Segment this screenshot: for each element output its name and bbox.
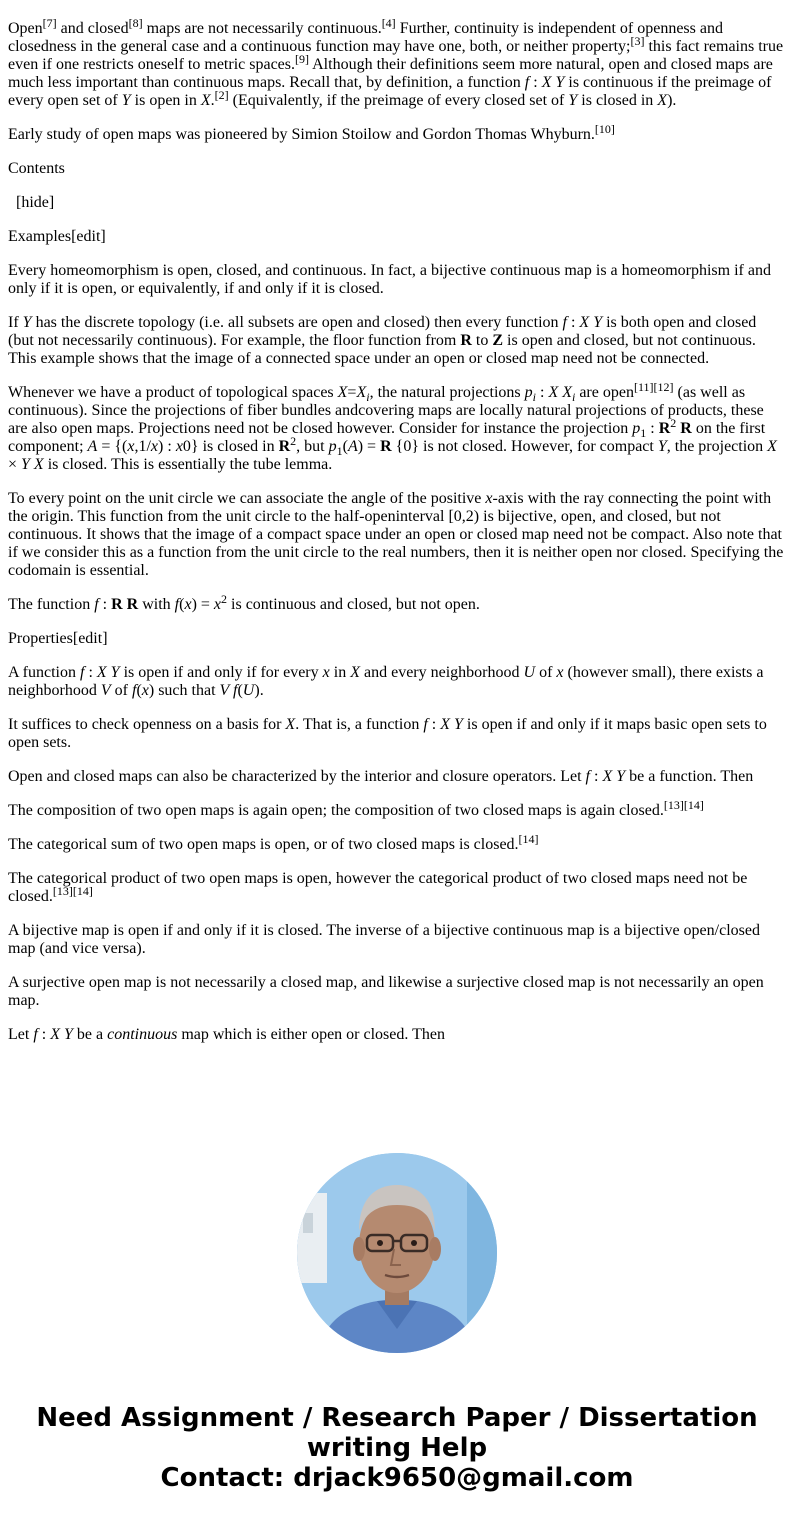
paragraph-projections: Whenever we have a product of topological spaces $X=X_i$, the natural projections $p_i$ : X $X_i$ are open[11][12] (as well as continuous). Since the projections of fiber bundles andcovering maps are locally natural projections of products, these are also open maps. Projections need not be closed however. Consider for instance the projection $p_1$ : $R^2$ R on the first component; A = {(x,1/x) : x0} is closed in $R^2$, but $p_1(A) = R$ {0} is not closed. However, for compact Y, the projection X × Y X is closed. This is essentially the tube lemma.: [8, 380, 777, 473]
citation-link[interactable]: [11]: [633, 380, 654, 394]
author-portrait-icon: [297, 1153, 497, 1353]
paragraph-basis: It suffices to check openness on a basis for X. That is, a function f : X Y is open if and only if it maps basic open sets to open sets.: [8, 716, 767, 751]
contents-heading: Contents: [8, 160, 65, 177]
citation-link[interactable]: [14]: [683, 798, 704, 812]
citation-link[interactable]: [10]: [594, 122, 615, 136]
paragraph-surjective: A surjective open map is not necessarily a closed map, and likewise a surjective closed map is not necessarily an open map.: [8, 974, 764, 1009]
citation-link[interactable]: [13]: [52, 884, 73, 898]
paragraph-composition: The composition of two open maps is again open; the composition of two closed maps is again closed.[13][14]: [8, 798, 704, 819]
paragraph-categorical-sum: The categorical sum of two open maps is open, or of two closed maps is closed.[14]: [8, 832, 539, 853]
promo-contact[interactable]: Contact: drjack9650@gmail.com: [160, 1463, 634, 1493]
paragraph-history: Early study of open maps was pioneered by Simion Stoilow and Gordon Thomas Whyburn.[10]: [8, 122, 615, 143]
paragraph-homeomorphism: Every homeomorphism is open, closed, and continuous. In fact, a bijective continuous map is a homeomorphism if and only if it is open, or equivalently, if and only if it is closed.: [8, 262, 771, 297]
paragraph-continuous-map: Let f : X Y be a continuous map which is either open or closed. Then: [8, 1026, 445, 1043]
paragraph-bijective: A bijective map is open if and only if it is closed. The inverse of a bijective continuous map is a bijective open/closed map (and vice versa).: [8, 922, 760, 957]
citation-link[interactable]: [7]: [42, 16, 57, 30]
paragraph-operators: Open and closed maps can also be characterized by the interior and closure operators. Let f : X Y be a function. Then: [8, 768, 754, 785]
citation-link[interactable]: [12]: [653, 380, 674, 394]
citation-link[interactable]: [14]: [518, 832, 539, 846]
promo-line-2: writing Help: [306, 1433, 488, 1463]
citation-link[interactable]: [9]: [295, 52, 309, 66]
promo-banner: [0, 1403, 794, 1493]
contents-hide-toggle[interactable]: [hide]: [16, 194, 55, 211]
citation-link[interactable]: [13]: [663, 798, 684, 812]
paragraph-categorical-product: The categorical product of two open maps is open, however the categorical product of two closed maps need not be closed.[13][14]: [8, 870, 748, 905]
article-body: [8, 16, 786, 1060]
citation-link[interactable]: [2]: [214, 88, 229, 102]
author-avatar: [297, 1153, 497, 1353]
promo-line-1: Need Assignment / Research Paper / Dissertation: [36, 1403, 758, 1433]
paragraph-discrete: If Y has the discrete topology (i.e. all subsets are open and closed) then every function f : X Y is both open and closed (but not necessarily continuous). For example, the floor function from R to Z is open and closed, but not continuous. This example shows that the image of a connected space under an open or closed map need not be connected.: [8, 314, 757, 367]
paragraph-unit-circle: To every point on the unit circle we can associate the angle of the positive x-axis with the ray connecting the point with the origin. This function from the unit circle to the half-openinterval [0,2) is bijective, open, and closed, but not continuous. It shows that the image of a compact space under an open or closed map need not be compact. Also note that if we consider this as a function from the unit circle to the real numbers, then it is neither open nor closed. Specifying the codomain is essential.: [8, 490, 784, 579]
examples-heading[interactable]: Examples[edit]: [8, 228, 106, 245]
paragraph-square-function: The function f : R R with $f(x) = x^2$ is continuous and closed, but not open.: [8, 592, 480, 613]
citation-link[interactable]: [8]: [128, 16, 143, 30]
properties-heading[interactable]: Properties[edit]: [8, 630, 108, 647]
citation-link[interactable]: [3]: [630, 34, 645, 48]
citation-link[interactable]: [14]: [72, 884, 93, 898]
paragraph-intro: Open[7] and closed[8] maps are not necessarily continuous.[4] Further, continuity is independent of openness and closedness in the general case and a continuous function may have one, both, or neither property;[3] this fact remains true even if one restricts oneself to metric spaces.[9] Although their definitions seem more natural, open and closed maps are much less important than continuous maps. Recall that, by definition, a function f : X Y is continuous if the preimage of every open set of Y is open in X.[2] (Equivalently, if the preimage of every closed set of Y is closed in X).: [8, 16, 784, 109]
paragraph-neighborhood: A function f : X Y is open if and only if for every x in X and every neighborhood U of x (however small), there exists a neighborhood V of f(x) such that V f(U).: [8, 664, 764, 699]
citation-link[interactable]: [4]: [381, 16, 396, 30]
